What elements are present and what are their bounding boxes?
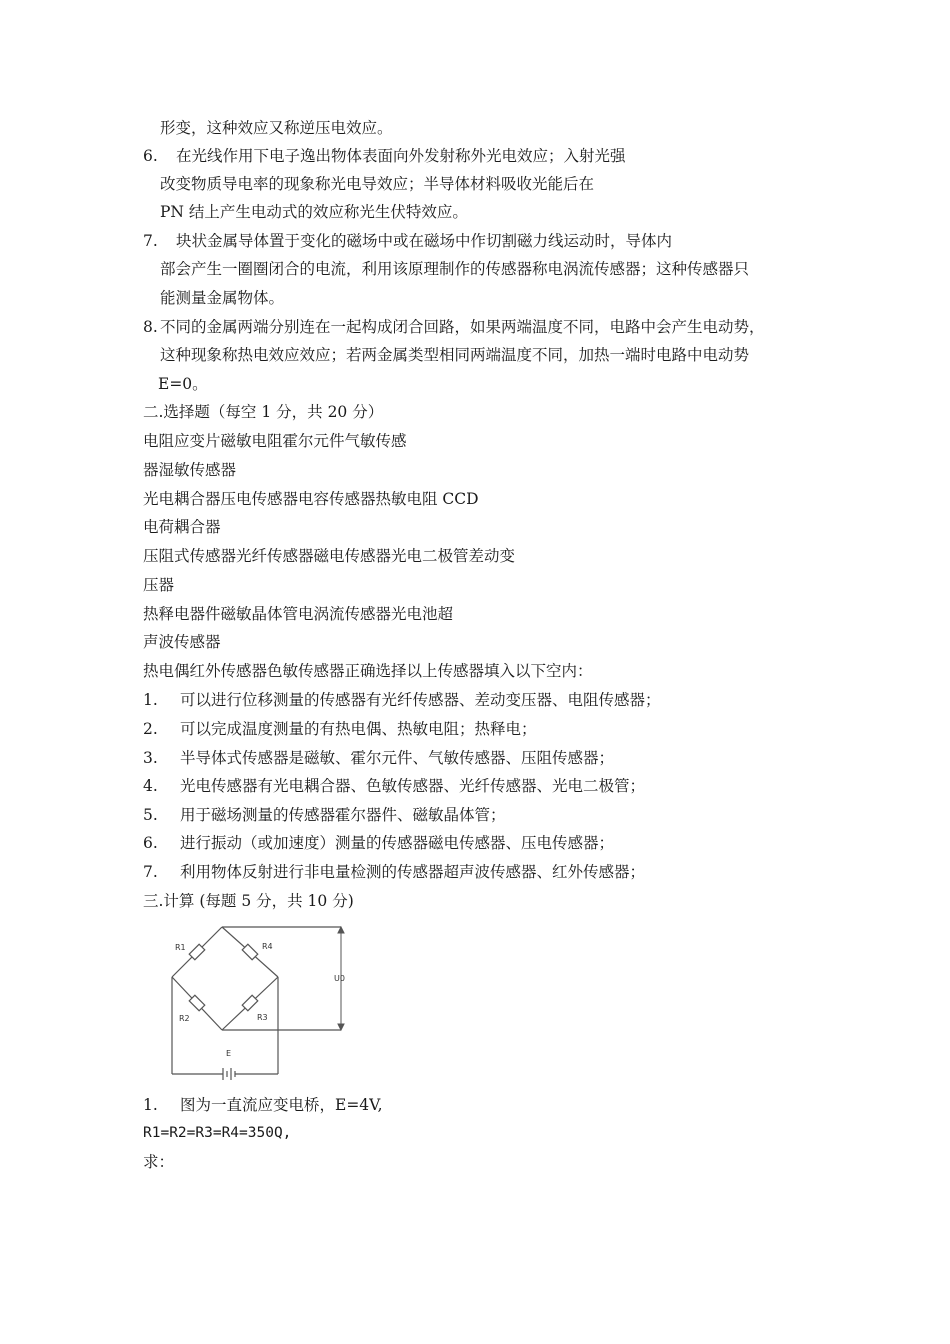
bridge-circuit-diagram [165, 918, 355, 1080]
line-text: 压阻式传感器光纤传感器磁电传感器光电二极管差动变 [143, 547, 516, 565]
line-text: 形变，这种效应又称逆压电效应。 [160, 119, 393, 137]
battery-symbol [223, 1068, 235, 1080]
line-text: 用于磁场测量的传感器霍尔器件、磁敏晶体管； [180, 806, 506, 824]
line-text: 电荷耦合器 [143, 518, 221, 536]
line-text: 利用物体反射进行非电量检测的传感器超声波传感器、红外传感器； [180, 863, 646, 881]
line-text: 热释电器件磁敏晶体管电涡流传感器光电池超 [143, 605, 454, 623]
line-text: 电阻应变片磁敏电阻霍尔元件气敏传感 [143, 432, 407, 450]
line-text: 图为一直流应变电桥，E=4V, [180, 1096, 383, 1114]
list-number: 4. [143, 777, 158, 795]
line-text: 半导体式传感器是磁敏、霍尔元件、气敏传感器、压阻传感器； [180, 749, 615, 767]
line-text: 三.计算 (每题 5 分，共 10 分) [143, 892, 354, 910]
line-text: R1=R2=R3=R4=350Q, [143, 1125, 292, 1141]
line-text: 光电耦合器压电传感器电容传感器热敏电阻 CCD [143, 490, 479, 508]
label-r1: R1 [175, 943, 186, 952]
list-number: 6. [143, 147, 158, 165]
line-text: 能测量金属物体。 [160, 289, 285, 307]
line-text: 二.选择题（每空 1 分，共 20 分） [143, 403, 384, 421]
list-number: 6. [143, 834, 158, 852]
line-text: 这种现象称热电效应效应；若两金属类型相同两端温度不同，加热一端时电路中电动势 [160, 346, 750, 364]
list-number: 7. [143, 863, 158, 881]
line-text: 部会产生一圈圈闭合的电流，利用该原理制作的传感器称电涡流传感器；这种传感器只 [160, 260, 750, 278]
line-text: 压器 [143, 576, 175, 594]
list-number: 2. [143, 720, 158, 738]
line-text: 光电传感器有光电耦合器、色敏传感器、光纤传感器、光电二极管； [180, 777, 646, 795]
label-r3: R3 [257, 1013, 268, 1022]
label-u0: U0 [334, 974, 345, 983]
line-text: 可以进行位移测量的传感器有光纤传感器、差动变压器、电阻传感器； [180, 691, 661, 709]
line-text: 可以完成温度测量的有热电偶、热敏电阻；热释电； [180, 720, 537, 738]
line-text: 在光线作用下电子逸出物体表面向外发射称外光电效应；入射光强 [176, 147, 626, 165]
label-r4: R4 [262, 942, 273, 951]
label-r2: R2 [179, 1014, 190, 1023]
line-text: 块状金属导体置于变化的磁场中或在磁场中作切割磁力线运动时，导体内 [176, 232, 673, 250]
list-number: 3. [143, 749, 158, 767]
list-number: 5. [143, 806, 158, 824]
line-text: 求： [143, 1153, 175, 1171]
line-text: 改变物质导电率的现象称光电导效应；半导体材料吸收光能后在 [160, 175, 595, 193]
line-text: 声波传感器 [143, 633, 221, 651]
line-text: 热电偶红外传感器色敏传感器正确选择以上传感器填入以下空内： [143, 662, 593, 680]
list-number: 1. [143, 691, 158, 709]
list-number: 7. [143, 232, 158, 250]
line-text: E=0。 [158, 375, 208, 393]
line-text: 器湿敏传感器 [143, 461, 237, 479]
label-e: E [226, 1049, 232, 1058]
list-number: 8. [143, 318, 158, 336]
line-text: 不同的金属两端分别连在一起构成闭合回路，如果两端温度不同，电路中会产生电动势， [160, 318, 765, 336]
list-number: 1. [143, 1096, 158, 1114]
line-text: 进行振动（或加速度）测量的传感器磁电传感器、压电传感器； [180, 834, 615, 852]
line-text: PN 结上产生电动式的效应称光生伏特效应。 [160, 203, 468, 221]
